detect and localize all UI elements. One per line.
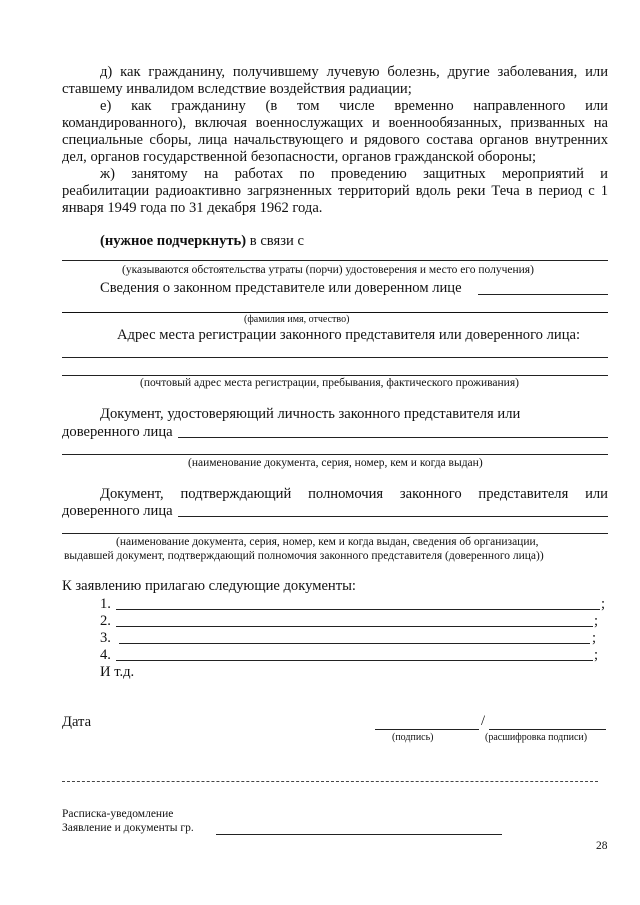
attachment-number-2: 2. — [100, 613, 111, 629]
receipt-line-label: Заявление и документы гр. — [62, 822, 194, 834]
paragraph-zh-line3: января 1949 года по 31 декабря 1962 года. — [62, 200, 323, 216]
date-label: Дата — [62, 714, 92, 730]
page-number: 28 — [596, 840, 608, 852]
address-caption: (почтовый адрес места регистрации, пребывания, фактического проживания) — [140, 377, 519, 389]
auth-doc-inline-line — [178, 516, 608, 517]
address-line-1 — [62, 357, 608, 358]
attachments-heading: К заявлению прилагаю следующие документы: — [62, 578, 356, 594]
auth-doc-label-line2: доверенного лица — [62, 503, 173, 519]
attachment-line-4 — [116, 660, 593, 661]
attachment-line-2 — [116, 626, 593, 627]
paragraph-zh-line1: ж) занятому на работах по проведению защитных мероприятий и — [100, 166, 608, 182]
attachment-number-4: 4. — [100, 647, 111, 663]
paragraph-zh-line2: реабилитации радиоактивно загрязненных территорий вдоль реки Теча в период с 1 — [62, 183, 608, 199]
attachments-etc: И т.д. — [100, 664, 135, 680]
id-doc-label-line2: доверенного лица — [62, 424, 173, 440]
receipt-title: Расписка-уведомление — [62, 808, 174, 820]
signature-line — [375, 729, 479, 730]
auth-doc-caption-line1: (наименование документа, серия, номер, кем и когда выдан, сведения об организации, — [116, 536, 539, 548]
paragraph-e-line2: командированного), включая военнослужащих и военнообязанных, призванных на — [62, 115, 608, 131]
name-caption: (фамилия имя, отчество) — [244, 314, 350, 325]
paragraph-e-line1: е) как гражданину (в том числе временно направленного или — [100, 98, 608, 114]
id-doc-label-line1: Документ, удостоверяющий личность законного представителя или — [100, 406, 521, 422]
auth-doc-label-line1: Документ, подтверждающий полномочия законного представителя или — [100, 486, 608, 502]
attachment-semicolon-2: ; — [594, 613, 599, 629]
cut-line — [62, 781, 598, 782]
attachment-line-1 — [116, 609, 600, 610]
attachment-semicolon-4: ; — [594, 647, 599, 663]
loss-caption: (указываются обстоятельства утраты (порчи) удостоверения и место его получения) — [122, 264, 534, 276]
id-doc-line — [62, 454, 608, 455]
attachment-number-1: 1. — [100, 596, 111, 612]
signature-decode-line — [489, 729, 606, 730]
attachment-line-3 — [119, 643, 590, 644]
signature-caption: (подпись) — [392, 732, 434, 743]
receipt-name-line — [216, 834, 502, 835]
address-line-2 — [62, 375, 608, 376]
paragraph-d-line1: д) как гражданину, получившему лучевую болезнь, другие заболевания, или — [100, 64, 608, 80]
paragraph-d-line2: ставшему инвалидом вследствие воздействия радиации; — [62, 81, 412, 97]
signature-slash: / — [481, 713, 486, 729]
paragraph-e-line4: дел, органов государственной безопасности, органов гражданской обороны; — [62, 149, 537, 165]
auth-doc-caption-line2: выдавшей документ, подтверждающий полномочия законного представителя (доверенного лица)) — [64, 550, 544, 562]
attachment-semicolon-3: ; — [592, 630, 597, 646]
paragraph-e-line3: специальные сборы, лица начальствующего и рядового состава органов внутренних — [62, 132, 608, 148]
representative-name-line — [62, 312, 608, 313]
representative-inline-line — [478, 294, 608, 295]
underline-note — [100, 233, 304, 250]
attachment-number-3: 3. — [100, 630, 111, 646]
signature-decode-caption: (расшифровка подписи) — [485, 732, 588, 743]
auth-doc-line — [62, 533, 608, 534]
loss-circumstances-line — [62, 260, 608, 261]
address-label: Адрес места регистрации законного представителя или доверенного лица: — [117, 327, 581, 343]
id-doc-inline-line — [178, 437, 608, 438]
id-doc-caption: (наименование документа, серия, номер, кем и когда выдан) — [188, 457, 483, 469]
representative-label: Сведения о законном представителе или доверенном лице — [100, 280, 462, 296]
underline-note-bold: (нужное подчеркнуть) — [100, 233, 247, 249]
attachment-semicolon-1: ; — [601, 596, 606, 612]
underline-note-rest: в связи с — [246, 233, 304, 249]
